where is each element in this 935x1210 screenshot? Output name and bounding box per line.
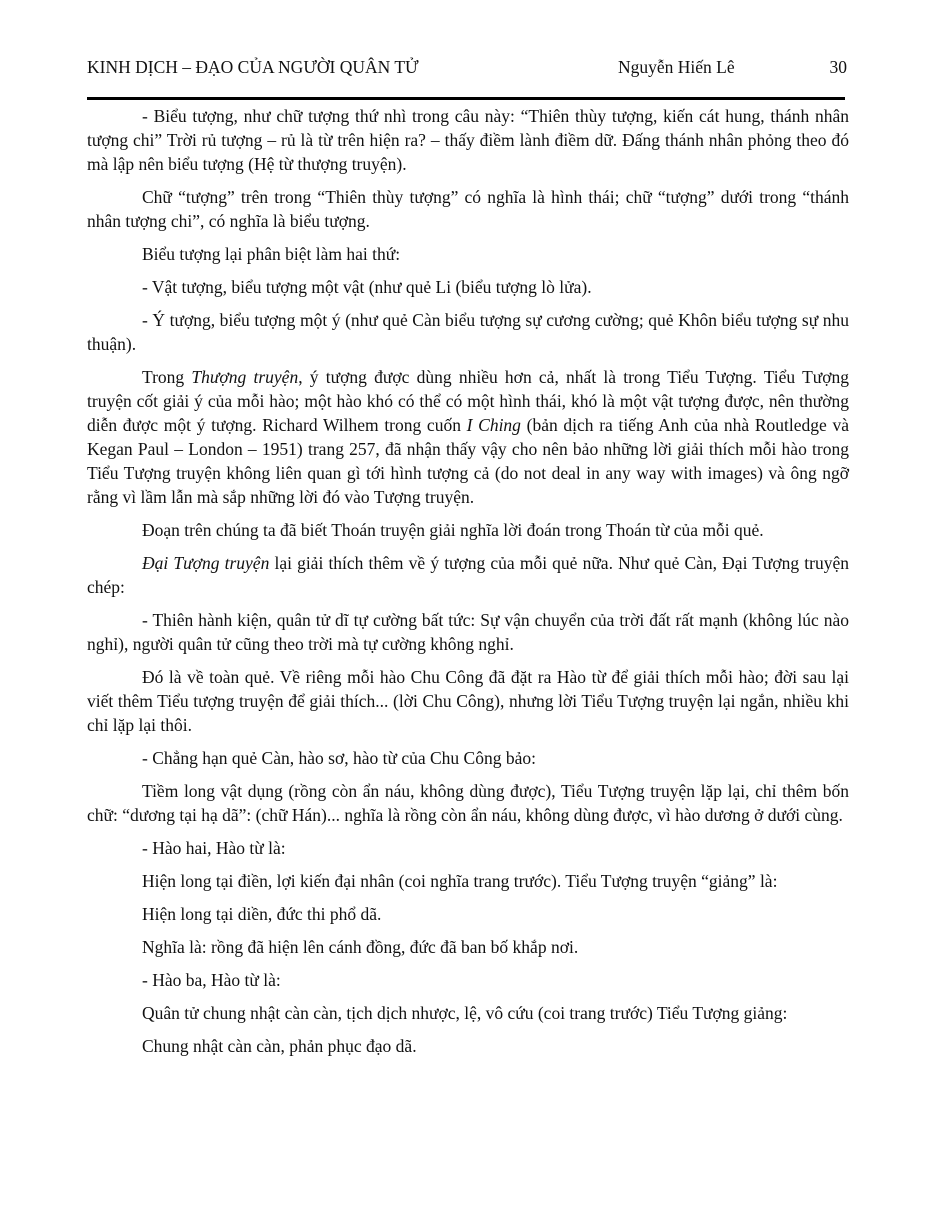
paragraph: Tiềm long vật dụng (rồng còn ẩn náu, không dùng được), Tiểu Tượng truyện lặp lại, chỉ thêm bốn chữ: “dương tại hạ dã”: (chữ Hán)... nghĩa là rồng còn ẩn náu, không dùng được, vì hào dương ở dưới cùng. (87, 781, 849, 825)
paragraph: - Chẳng hạn quẻ Càn, hào sơ, hào từ của Chu Công bảo: (142, 748, 536, 768)
text-run: lại giải thích thêm về ý tượng của mỗi quẻ nữa. Như quẻ Càn, Đại Tượng truyện chép: (87, 553, 849, 597)
italic-title: Thượng truyện (191, 367, 299, 387)
author-name: Nguyễn Hiến Lê (618, 57, 735, 77)
text-run: (bản dịch ra tiếng Anh của nhà Routledge và Kegan Paul – London – 1951) trang 257, đã nhận thấy vậy cho nên bảo những lời giải thích mỗi hào trong Tiểu Tượng truyện không liên quan gì tới hình tượng cả (do not deal in any way with images) và ông ngỡ rằng vì lầm lẫn mà sắp những lời đó vào Tượng truyện. (87, 415, 850, 507)
paragraph: Chữ “tượng” trên trong “Thiên thùy tượng” có nghĩa là hình thái; chữ “tượng” dưới trong “thánh nhân tượng chi”, có nghĩa là biểu tượng. (87, 187, 849, 231)
paragraph: Nghĩa là: rồng đã hiện lên cánh đồng, đức đã ban bố khắp nơi. (142, 937, 579, 957)
paragraph: - Thiên hành kiện, quân tử dĩ tự cường bất tức: Sự vận chuyển của trời đất rất mạnh (không lúc nào nghỉ), người quân tử cũng theo trời mà tự cường không nghỉ. (87, 610, 849, 654)
page-header (87, 57, 847, 81)
paragraph: - Hào ba, Hào từ là: (142, 970, 281, 990)
page-body (87, 104, 849, 1067)
paragraph: - Hào hai, Hào từ là: (142, 838, 286, 858)
paragraph: - Biểu tượng, như chữ tượng thứ nhì trong câu này: “Thiên thùy tượng, kiến cát hung, thánh nhân tượng chi” Trời rủ tượng – rủ là từ trên hiện ra? – thấy điềm lành điềm dữ. Đấng thánh nhân phỏng theo đó mà lập nên biểu tượng (Hệ từ thượng truyện). (87, 106, 849, 174)
paragraph: Đó là về toàn quẻ. Về riêng mỗi hào Chu Công đã đặt ra Hào từ để giải thích mỗi hào; đời sau lại viết thêm Tiểu tượng truyện để giải thích... (lời Chu Công), nhưng lời Tiểu Tượng truyện lại ngắn, nhiều khi chỉ lặp lại thôi. (87, 667, 849, 735)
paragraph: - Vật tượng, biểu tượng một vật (như quẻ Li (biểu tượng lò lửa). (142, 277, 592, 297)
paragraph: Hiện long tại diền, đức thi phổ dã. (142, 904, 382, 924)
paragraph: Hiện long tại điền, lợi kiến đại nhân (coi nghĩa trang trước). Tiểu Tượng truyện “giảng” là: (142, 871, 778, 891)
paragraph: Chung nhật càn càn, phản phục đạo dã. (142, 1036, 417, 1056)
paragraph: - Ý tượng, biểu tượng một ý (như quẻ Càn biểu tượng sự cương cường; quẻ Khôn biểu tượng sự nhu thuận). (87, 310, 849, 354)
page-number: 30 (829, 57, 847, 77)
header-rule (87, 97, 845, 100)
book-title: KINH DỊCH – ĐẠO CỦA NGƯỜI QUÂN TỬ (87, 57, 419, 77)
italic-title: Đại Tượng truyện (142, 553, 270, 573)
text-run: , ý tượng được dùng nhiều hơn cả, nhất là trong Tiểu Tượng. Tiểu Tượng truyện cốt giải ý của mỗi hào; một hào khó có thể có một hình thái, khó là một vật tượng được, nên thường diễn được một ý tượng. Richard Wilhem trong cuốn (87, 367, 850, 435)
paragraph: Đoạn trên chúng ta đã biết Thoán truyện giải nghĩa lời đoán trong Thoán từ của mỗi quẻ. (142, 520, 764, 540)
paragraph: Biểu tượng lại phân biệt làm hai thứ: (142, 244, 401, 264)
paragraph (87, 365, 849, 509)
text-run: Trong (142, 367, 192, 387)
paragraph (87, 551, 849, 599)
italic-title: I Ching (466, 415, 521, 435)
paragraph: Quân tử chung nhật càn càn, tịch dịch nhược, lệ, vô cứu (coi trang trước) Tiểu Tượng giảng: (142, 1003, 788, 1023)
